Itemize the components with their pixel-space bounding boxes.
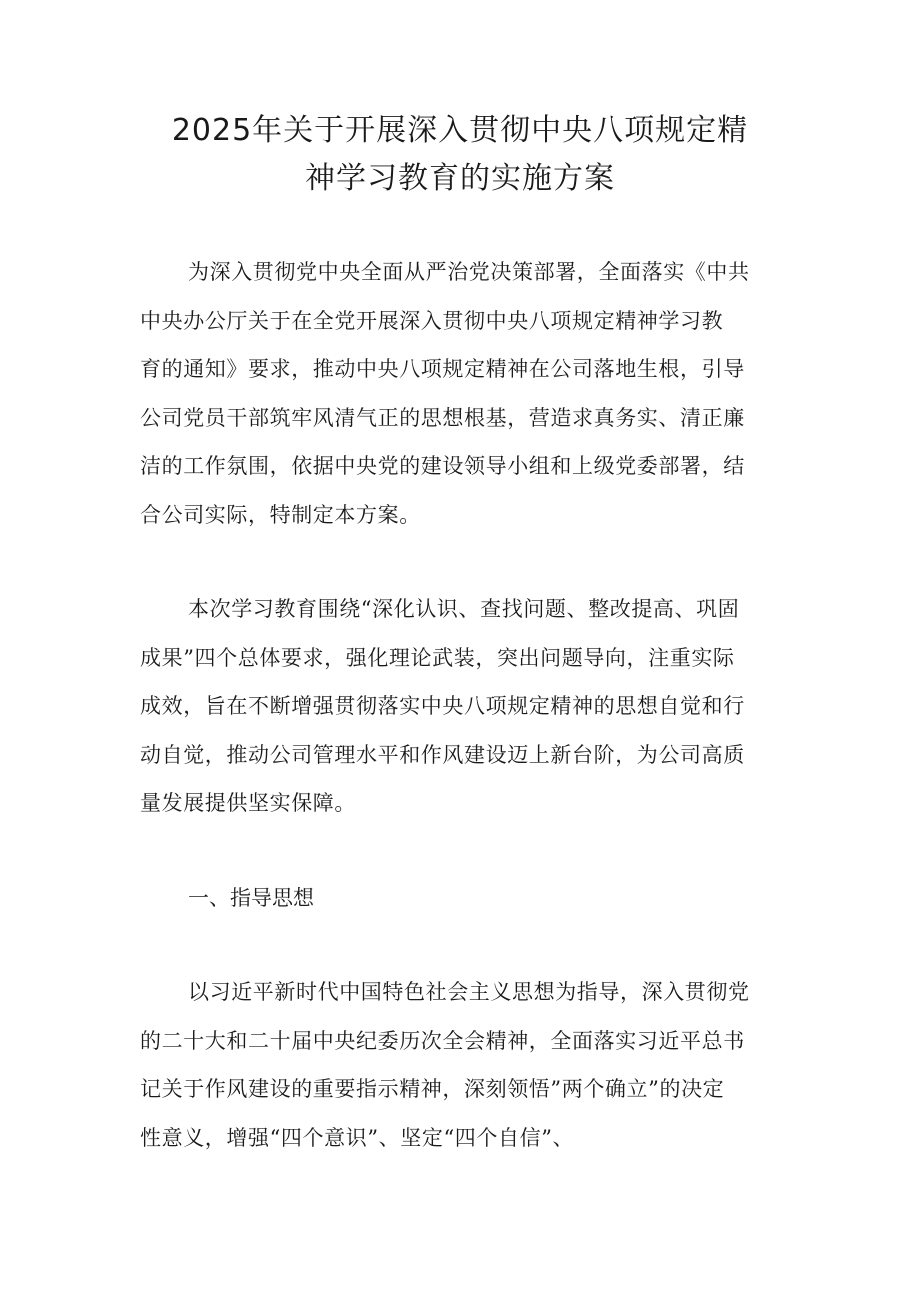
paragraph-line: 合公司实际，特制定本方案。 [140, 502, 421, 527]
objective-paragraph [140, 585, 782, 828]
paragraph-line: 为深入贯彻党中央全面从严治党决策部署，全面落实《中共 [188, 260, 750, 284]
paragraph-line: 公司党员干部筑牢风清气正的思想根基，营造求真务实、清正廉 [140, 405, 745, 430]
title-line: 神学习教育的实施方案 [305, 161, 615, 196]
paragraph-line: 量发展提供坚实保障。 [140, 791, 356, 815]
title-line: 2025年关于开展深入贯彻中央八项规定精 [171, 113, 749, 148]
paragraph-line: 洁的工作氛围，依据中央党的建设领导小组和上级党委部署，结 [140, 454, 745, 478]
paragraph-line: 的二十大和二十届中央纪委历次全会精神，全面落实习近平总书 [140, 1028, 745, 1053]
paragraph-line: 记关于作风建设的重要指示精神，深刻领悟”两个确立”的决定 [140, 1077, 725, 1101]
paragraph-line: 育的通知》要求，推动中央八项规定精神在公司落地生根，引导 [140, 357, 745, 381]
paragraph-line: 成效，旨在不断增强贯彻落实中央八项规定精神的思想自觉和行 [140, 694, 745, 718]
paragraph-line: 成果”四个总体要求，强化理论武装，突出问题导向，注重实际 [140, 645, 735, 670]
intro-paragraph [140, 248, 782, 539]
paragraph-line: 动自觉，推动公司管理水平和作风建设迈上新台阶，为公司高质 [140, 742, 745, 767]
paragraph-line: 以习近平新时代中国特色社会主义思想为指导，深入贯彻党 [188, 980, 750, 1004]
paragraph-line: 中央办公厅关于在全党开展深入贯彻中央八项规定精神学习教 [140, 308, 724, 333]
guiding-thought-paragraph [140, 968, 782, 1162]
paragraph-line: 本次学习教育围绕“深化认识、查找问题、整改提高、巩固 [188, 597, 740, 621]
document-title [120, 107, 800, 203]
section-heading: 一、指导思想 [188, 886, 314, 910]
paragraph-line: 性意义，增强“四个意识”、坚定“四个自信”、 [140, 1125, 575, 1150]
